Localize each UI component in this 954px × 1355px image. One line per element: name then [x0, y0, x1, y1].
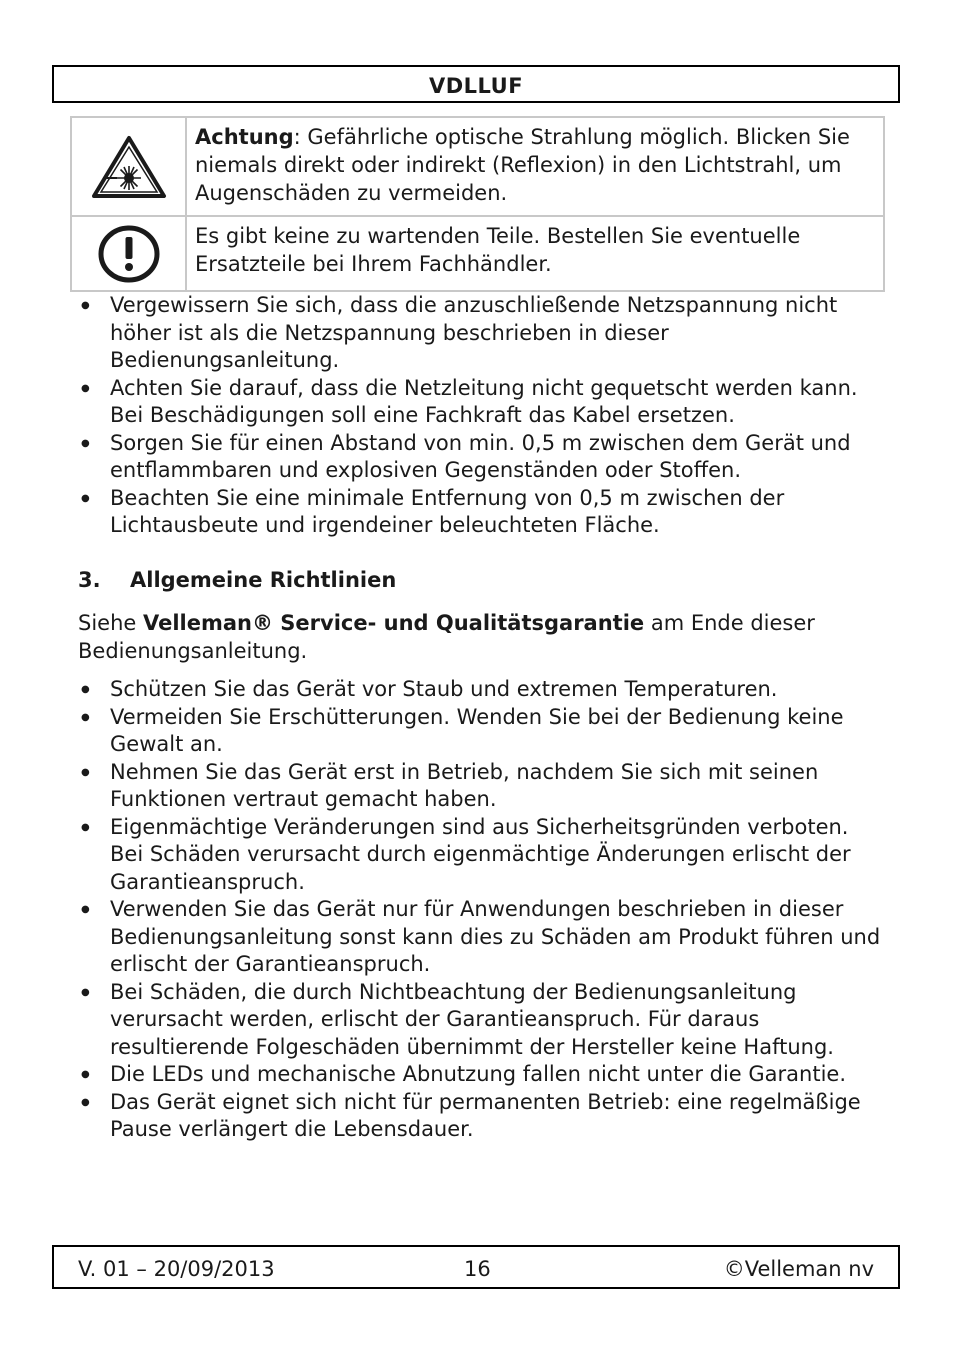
- section-heading: [78, 568, 396, 592]
- list-item: ● Achten Sie darauf, dass die Netzleitung nicht gequetscht werden kann. Bei Beschädigungen soll eine Fachkraft das Kabel ersetzen.: [78, 375, 888, 430]
- list-item: ● Sorgen Sie für einen Abstand von min. 0,5 m zwischen dem Gerät und entflammbaren und explosiven Gegenständen oder Stoffen.: [78, 430, 888, 485]
- warning-row-laser: [71, 117, 884, 216]
- intro-bold: Velleman® Service- und Qualitätsgarantie: [143, 611, 645, 635]
- laser-warning-icon: [72, 134, 185, 200]
- intro-paragraph: [78, 609, 888, 665]
- intro-after: am Ende dieser Bedienungsanleitung.: [78, 611, 815, 663]
- warning-text: Es gibt keine zu wartenden Teile. Bestellen Sie eventuelle Ersatzteile bei Ihrem Fachhändler.: [195, 224, 801, 276]
- list-item: ● Das Gerät eignet sich nicht für permanenten Betrieb: eine regelmäßige Pause verlängert die Lebensdauer.: [78, 1089, 888, 1144]
- list-item: ● Vergewissern Sie sich, dass die anzuschließende Netzspannung nicht höher ist als die Netzspannung beschrieben in dieser Bedienungsanleitung.: [78, 292, 888, 375]
- warning-text: : Gefährliche optische Strahlung möglich. Blicken Sie niemals direkt oder indirekt (Reflexion) in den Lichtstrahl, um Augenschäden zu vermeiden.: [195, 125, 850, 205]
- intro-before: Siehe: [78, 611, 143, 635]
- list-item: ● Eigenmächtige Veränderungen sind aus Sicherheitsgründen verboten. Bei Schäden verursacht durch eigenmächtige Änderungen erlischt der Garantieanspruch.: [78, 814, 888, 897]
- icon-cell: [71, 117, 186, 216]
- warning-table: [70, 116, 885, 292]
- guidelines-bullet-list: [78, 676, 888, 1144]
- document-footer: [52, 1245, 900, 1289]
- footer-version: V. 01 – 20/09/2013: [78, 1257, 275, 1281]
- icon-cell: [71, 216, 186, 291]
- list-item: ● Beachten Sie eine minimale Entfernung von 0,5 m zwischen der Lichtausbeute und irgendeiner beleuchteten Fläche.: [78, 485, 888, 540]
- header-title: VDLLUF: [428, 74, 524, 98]
- document-header: [52, 65, 900, 103]
- footer-copyright: ©Velleman nv: [723, 1257, 874, 1281]
- section-number: 3.: [78, 568, 101, 592]
- footer-page-number: 16: [464, 1257, 491, 1281]
- warning-bold-label: Achtung: [195, 125, 294, 149]
- list-item: ● Verwenden Sie das Gerät nur für Anwendungen beschrieben in dieser Bedienungsanleitung sonst kann dies zu Schäden am Produkt führen und erlischt der Garantieanspruch.: [78, 896, 888, 979]
- list-item: ● Die LEDs und mechanische Abnutzung fallen nicht unter die Garantie.: [78, 1061, 888, 1089]
- section-title: Allgemeine Richtlinien: [130, 568, 397, 592]
- warning-text-laser: [186, 117, 884, 216]
- warning-row-service: [71, 216, 884, 291]
- list-item: ● Nehmen Sie das Gerät erst in Betrieb, nachdem Sie sich mit seinen Funktionen vertraut gemacht haben.: [78, 759, 888, 814]
- safety-bullet-list: [78, 292, 888, 540]
- warning-text-service: [186, 216, 884, 291]
- list-item: ● Vermeiden Sie Erschütterungen. Wenden Sie bei der Bedienung keine Gewalt an.: [78, 704, 888, 759]
- list-item: ● Schützen Sie das Gerät vor Staub und extremen Temperaturen.: [78, 676, 888, 704]
- exclamation-circle-icon: [72, 224, 185, 284]
- list-item: ● Bei Schäden, die durch Nichtbeachtung der Bedienungsanleitung verursacht werden, erlischt der Garantieanspruch. Für daraus resultierende Folgeschäden übernimmt der Hersteller keine Haftung.: [78, 979, 888, 1062]
